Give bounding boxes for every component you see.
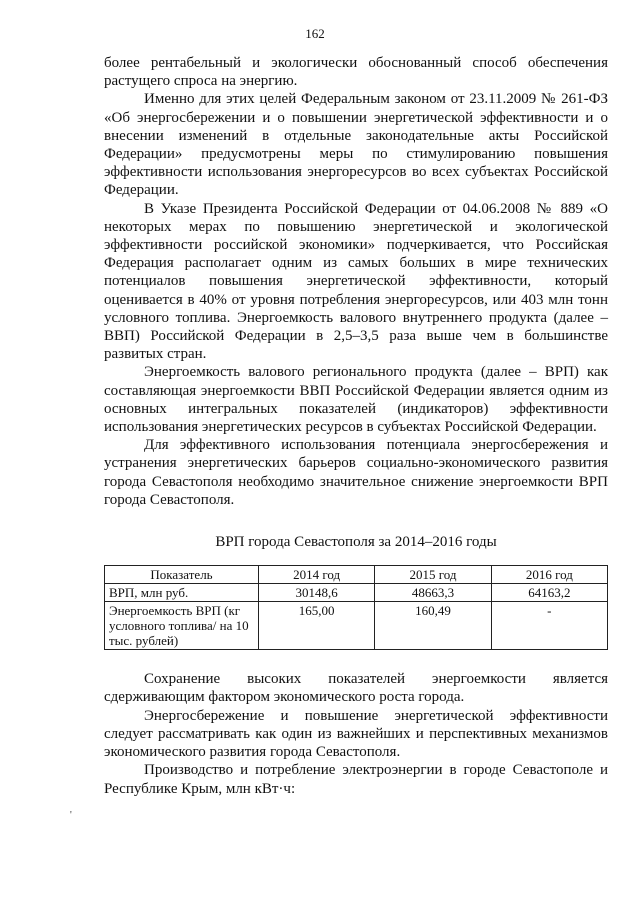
table-cell-label: Энергоемкость ВРП (кг условного топлива/ на 10 тыс. рублей)	[105, 602, 259, 650]
paragraph: Именно для этих целей Федеральным законом от 23.11.2009 № 261-ФЗ «Об энергосбережении и о повышении энергетической эффективности и о внесении изменений в отдельные законодательные акты Российской Федерации» предусмотрены меры по стимулированию повышения эффективности использования энергоресурсов во всех субъектах Российской Федерации.	[104, 91, 608, 199]
vrp-table	[104, 565, 608, 650]
table-cell: 48663,3	[375, 584, 491, 602]
table-row	[105, 584, 608, 602]
table-cell: 160,49	[375, 602, 491, 650]
page-number: 162	[305, 26, 325, 41]
table-cell: 64163,2	[491, 584, 607, 602]
table-header-row	[105, 566, 608, 584]
table-header-cell: Показатель	[105, 566, 259, 584]
table-header-cell: 2014 год	[259, 566, 375, 584]
table-header-cell: 2016 год	[491, 566, 607, 584]
table-title: ВРП города Севастополя за 2014–2016 годы	[215, 534, 497, 551]
paragraph: Для эффективного использования потенциала энергосбережения и устранения энергетических барьеров социально-экономического развития города Севастополя необходимо значительное снижение энергоемкости ВРП города Севастополя.	[104, 437, 608, 508]
paragraphs-top	[104, 54, 608, 509]
document-body	[104, 54, 608, 798]
table-cell-label: ВРП, млн руб.	[105, 584, 259, 602]
stray-mark: '	[70, 810, 72, 821]
table-cell: -	[491, 602, 607, 650]
paragraph: В Указе Президента Российской Федерации от 04.06.2008 № 889 «О некоторых мерах по повышению энергетической и экологической эффективности российской экономики» подчеркивается, что Российская Федерация располагает одним из самых больших в мире технических потенциалов повышения энергетической эффективности, который оценивается в 40% от уровня потребления энергоресурсов, или 403 млн тонн условного топлива. Энергоемкость валового внутреннего продукта (далее – ВВП) Российской Федерации в 2,5–3,5 раза выше чем в большинстве развитых стран.	[104, 200, 608, 363]
table-cell: 165,00	[259, 602, 375, 650]
paragraph: Производство и потребление электроэнергии в городе Севастополе и Республике Крым, млн кВт·ч:	[104, 762, 608, 797]
paragraph: Сохранение высоких показателей энергоемкости является сдерживающим фактором экономического роста города.	[104, 671, 608, 706]
paragraph: более рентабельный и экологически обоснованный способ обеспечения растущего спроса на энергию.	[104, 55, 608, 90]
paragraph: Энергоемкость валового регионального продукта (далее – ВРП) как составляющая энергоемкости ВВП Российской Федерации является одним из основных интегральных показателей (индикаторов) эффективности использования энергетических ресурсов в субъектах Российской Федерации.	[104, 364, 608, 436]
table-cell: 30148,6	[259, 584, 375, 602]
paragraph: Энергосбережение и повышение энергетической эффективности следует рассматривать как один из важнейших и перспективных механизмов экономического развития города Севастополя.	[104, 707, 608, 761]
table-row	[105, 602, 608, 650]
paragraphs-bottom	[104, 670, 608, 797]
table-header-cell: 2015 год	[375, 566, 491, 584]
